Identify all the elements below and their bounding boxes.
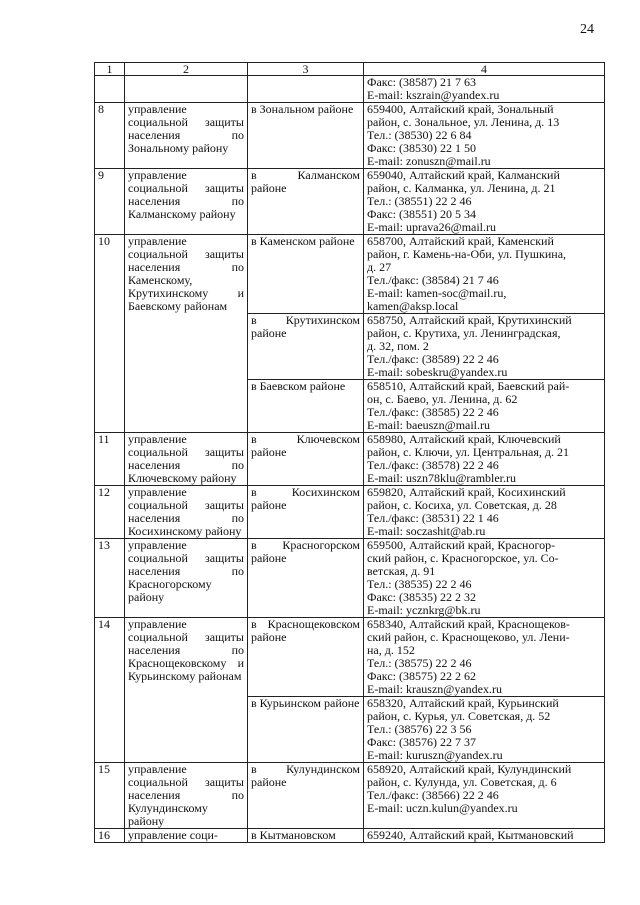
row-number: 15: [95, 763, 125, 829]
address-line: Тел./факс: (38584) 21 7 46: [367, 273, 499, 287]
address-cell: [364, 433, 605, 486]
table-row: [95, 486, 605, 539]
address-line: E-mail: krauszn@yandex.ru: [367, 682, 503, 696]
address-line: E-mail: baeuszn@mail.ru: [367, 418, 491, 432]
address-cell: [364, 314, 605, 380]
address-line: Тел./факс: (38578) 22 2 46: [367, 458, 499, 472]
district-name: в Курьинском районе: [248, 697, 364, 763]
address-line: E-mail: sobeskru@yandex.ru: [367, 365, 508, 379]
address-line: район, г. Камень-на-Оби, ул. Пушкина,: [367, 247, 567, 261]
district-name: в Калманском районе: [248, 169, 364, 235]
row-number: 8: [95, 103, 125, 169]
address-cell: [364, 103, 605, 169]
address-line: Факс: (38575) 22 2 62: [367, 669, 476, 683]
address-line: kamen@aksp.local: [367, 299, 459, 313]
address-line: E-mail: kuruszn@yandex.ru: [367, 748, 503, 762]
table-row: [95, 829, 605, 843]
district-name: в Красногорском районе: [248, 539, 364, 618]
address-line: E-mail: ycznkrg@bk.ru: [367, 603, 481, 617]
address-line: Факс: (38535) 22 2 32: [367, 590, 476, 604]
address-line: район, с. Зональное, ул. Ленина, д. 13: [367, 115, 560, 129]
social-protection-table: [94, 62, 605, 843]
address-line: 659500, Алтайский край, Красногор-: [367, 538, 556, 552]
column-header: 3: [248, 63, 364, 76]
address-line: Тел.: (38551) 22 2 46: [367, 194, 472, 208]
district-name: в Баевском районе: [248, 380, 364, 433]
organization-name: управление соци-: [125, 829, 248, 843]
address-line: E-mail: soczashit@ab.ru: [367, 524, 486, 538]
row-number: 16: [95, 829, 125, 843]
address-line: Тел./факс: (38531) 22 1 46: [367, 511, 499, 525]
row-number: 13: [95, 539, 125, 618]
district-name: в Кытмановском: [248, 829, 364, 843]
address-line: 658750, Алтайский край, Крутихинский: [367, 313, 572, 327]
row-number: 9: [95, 169, 125, 235]
table-row: [95, 763, 605, 829]
organization-name: управление социальной защиты населения по Ключевскому району: [125, 433, 248, 486]
address-line: E-mail: kamen-soc@mail.ru,: [367, 286, 507, 300]
organization-name: управление социальной защиты населения по Красногорскому району: [125, 539, 248, 618]
district-name: в Краснощековском районе: [248, 618, 364, 697]
address-line: E-mail: kszrain@yandex.ru: [367, 88, 500, 102]
table-row: [95, 103, 605, 169]
column-header: 4: [364, 63, 605, 76]
address-line: Тел.: (38535) 22 2 46: [367, 577, 472, 591]
address-line: район, с. Курья, ул. Советская, д. 52: [367, 709, 551, 723]
address-line: Факс: (38530) 22 1 50: [367, 141, 476, 155]
address-cell: [364, 697, 605, 763]
organization-name: управление социальной защиты населения по Краснощековскому и Курьинскому районам: [125, 618, 248, 763]
district-name: в Ключевском районе: [248, 433, 364, 486]
address-line: ский район, с. Красногорское, ул. Со-: [367, 551, 559, 565]
address-line: Тел./факс: (38589) 22 2 46: [367, 352, 499, 366]
district-name: в Кулундинском районе: [248, 763, 364, 829]
table-row: [95, 618, 605, 697]
address-line: д. 32, пом. 2: [367, 339, 429, 353]
organization-name: управление социальной защиты населения по Кулундинскому району: [125, 763, 248, 829]
address-line: Тел.: (38576) 22 3 56: [367, 722, 472, 736]
district-name: в Зональном районе: [248, 103, 364, 169]
table-row: [95, 539, 605, 618]
address-line: Тел.: (38530) 22 6 84: [367, 128, 472, 142]
table-row: [95, 433, 605, 486]
address-line: Факс: (38576) 22 7 37: [367, 735, 476, 749]
address-line: 658980, Алтайский край, Ключевский: [367, 432, 561, 446]
address-line: ветская, д. 91: [367, 564, 436, 578]
row-number: 11: [95, 433, 125, 486]
organization-name: управление социальной защиты населения по Калманскому району: [125, 169, 248, 235]
page-number: 24: [580, 22, 594, 37]
row-number: 10: [95, 235, 125, 433]
address-line: он, с. Баево, ул. Ленина, д. 62: [367, 392, 518, 406]
address-line: район, с. Ключи, ул. Центральная, д. 21: [367, 445, 569, 459]
address-cell: [364, 235, 605, 314]
address-line: E-mail: uszn78klu@rambler.ru: [367, 471, 517, 485]
address-line: 659820, Алтайский край, Косихинский: [367, 485, 566, 499]
empty-cell: [95, 76, 125, 103]
address-cell: [364, 829, 605, 843]
address-line: E-mail: uprava26@mail.ru: [367, 220, 497, 234]
address-cell: [364, 380, 605, 433]
address-line: 658920, Алтайский край, Кулундинский: [367, 762, 572, 776]
address-line: район, с. Калманка, ул. Ленина, д. 21: [367, 181, 556, 195]
address-cell: [364, 169, 605, 235]
address-line: Тел./факс: (38566) 22 2 46: [367, 788, 499, 802]
address-line: Тел./факс: (38585) 22 2 46: [367, 405, 499, 419]
address-line: 658700, Алтайский край, Каменский: [367, 234, 554, 248]
address-cell: [364, 486, 605, 539]
address-line: 658340, Алтайский край, Краснощеков-: [367, 617, 570, 631]
organization-name: управление социальной защиты населения по Каменскому, Крутихинскому и Баевскому районам: [125, 235, 248, 433]
district-name: в Косихинском районе: [248, 486, 364, 539]
address-cell: [364, 618, 605, 697]
address-line: E-mail: uczn.kulun@yandex.ru: [367, 801, 518, 815]
column-header: 1: [95, 63, 125, 76]
row-number: 14: [95, 618, 125, 763]
address-line: 658320, Алтайский край, Курьинский: [367, 696, 559, 710]
continuation-row: [95, 76, 605, 103]
table-row: [95, 235, 605, 314]
district-name: в Каменском районе: [248, 235, 364, 314]
address-line: ский район, с. Краснощеково, ул. Лени-: [367, 630, 570, 644]
address-line: Тел.: (38575) 22 2 46: [367, 656, 472, 670]
empty-cell: [248, 76, 364, 103]
district-name: в Крутихинском районе: [248, 314, 364, 380]
address-line: 659240, Алтайский край, Кытмановский: [367, 828, 574, 842]
address-line: 659040, Алтайский край, Калманский: [367, 168, 560, 182]
organization-name: управление социальной защиты населения по Зональному району: [125, 103, 248, 169]
address-cell: [364, 763, 605, 829]
column-header-row: [95, 63, 605, 76]
address-cell: [364, 539, 605, 618]
table-row: [95, 169, 605, 235]
address-line: район, с. Косиха, ул. Советская, д. 28: [367, 498, 557, 512]
address-line: 658510, Алтайский край, Баевский рай-: [367, 379, 570, 393]
address-line: район, с. Крутиха, ул. Ленинградская,: [367, 326, 561, 340]
column-header: 2: [125, 63, 248, 76]
address-cell: [364, 76, 605, 103]
row-number: 12: [95, 486, 125, 539]
address-line: 659400, Алтайский край, Зональный: [367, 102, 554, 116]
address-line: E-mail: zonuszn@mail.ru: [367, 154, 491, 168]
empty-cell: [125, 76, 248, 103]
organization-name: управление социальной защиты населения по Косихинскому району: [125, 486, 248, 539]
address-line: Факс: (38587) 21 7 63: [367, 75, 476, 89]
address-line: на, д. 152: [367, 643, 415, 657]
address-line: район, с. Кулунда, ул. Советская, д. 6: [367, 775, 557, 789]
address-line: Факс: (38551) 20 5 34: [367, 207, 476, 221]
address-line: д. 27: [367, 260, 392, 274]
